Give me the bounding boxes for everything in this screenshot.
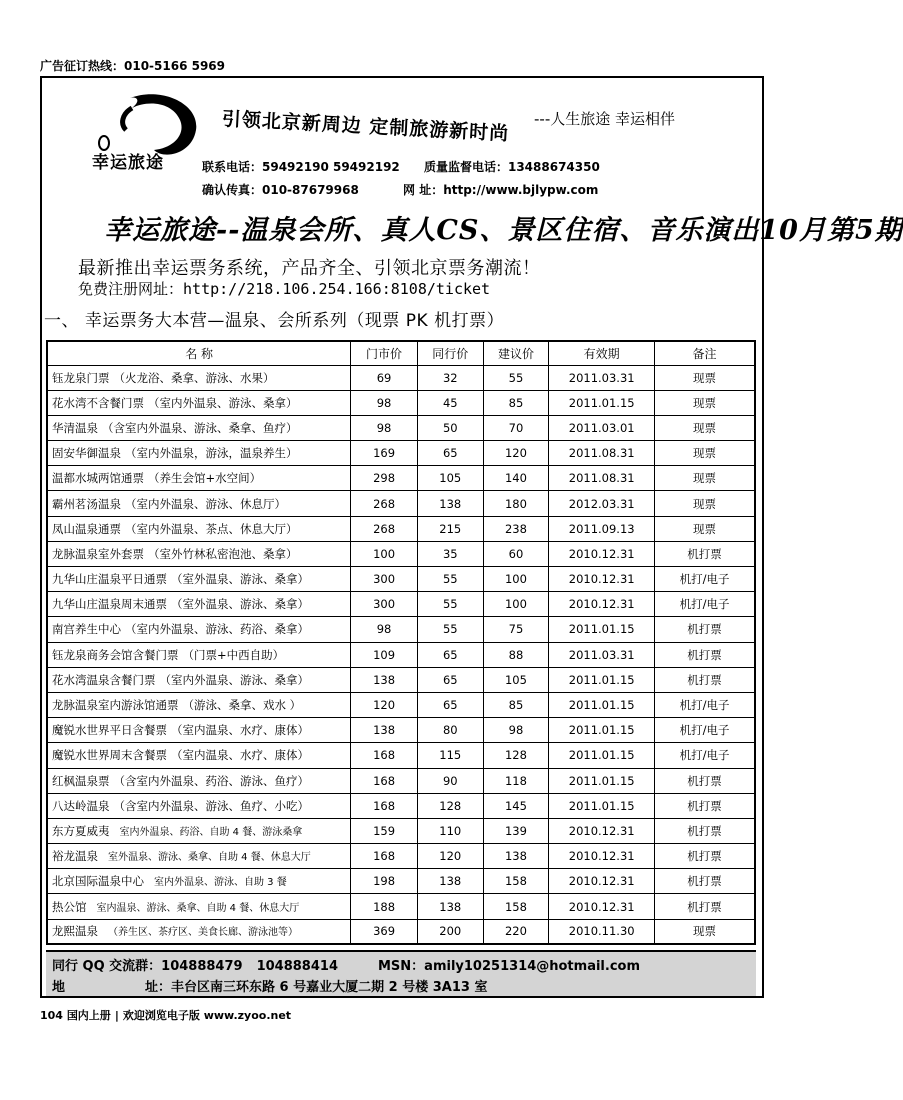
suggested-price: 139 xyxy=(483,818,549,843)
ticket-name-cell xyxy=(47,692,351,717)
address-text: 址：丰台区南三环东路 6 号嘉业大厦二期 2 号楼 3A13 室 xyxy=(145,980,488,995)
table-row xyxy=(47,894,755,919)
ticket-name: 九华山庄温泉周末通票 xyxy=(52,597,167,612)
banner-title: 幸运旅途--温泉会所、真人CS、景区住宿、音乐演出10月第5期 xyxy=(104,215,903,246)
gate-price: 159 xyxy=(351,818,418,843)
ticket-name-cell xyxy=(47,718,351,743)
suggested-price: 55 xyxy=(483,365,549,390)
ticket-name: 九华山庄温泉平日通票 xyxy=(52,572,167,587)
gate-price: 98 xyxy=(351,617,418,642)
ticket-note: 现票 xyxy=(655,516,755,541)
ticket-description: （室内外温泉，游泳，温泉养生） xyxy=(125,446,298,461)
table-row xyxy=(47,869,755,894)
register-url[interactable]: http://218.106.254.166:8108/ticket xyxy=(183,280,491,298)
register-label: 免费注册网址： xyxy=(78,280,184,298)
gate-price: 369 xyxy=(351,919,418,944)
qq-label: 同行 QQ 交流群： xyxy=(52,959,162,974)
ticket-description: （含室内外温泉、药浴、游泳、鱼疗） xyxy=(113,773,309,788)
suggested-price: 220 xyxy=(483,919,549,944)
ticket-name: 凤山温泉通票 xyxy=(52,521,121,536)
peer-price: 65 xyxy=(417,642,483,667)
ticket-name-cell xyxy=(47,516,351,541)
peer-price: 138 xyxy=(417,894,483,919)
ticket-name-cell xyxy=(47,617,351,642)
page-footer-url[interactable]: www.zyoo.net xyxy=(203,1009,292,1022)
table-row xyxy=(47,541,755,566)
ticket-name-cell xyxy=(47,365,351,390)
ticket-name: 花水湾不含餐门票 xyxy=(52,395,144,410)
suggested-price: 85 xyxy=(483,390,549,415)
contact-line-phones xyxy=(202,158,600,175)
ticket-name: 红枫温泉票 xyxy=(52,773,110,788)
suggested-price: 128 xyxy=(483,743,549,768)
page-number: 104 xyxy=(40,1009,63,1022)
peer-price: 138 xyxy=(417,491,483,516)
contact-line-fax-web xyxy=(202,181,598,198)
suggested-price: 98 xyxy=(483,718,549,743)
valid-until: 2011.01.15 xyxy=(549,617,655,642)
ticket-note: 机打票 xyxy=(655,541,755,566)
gate-price: 109 xyxy=(351,642,418,667)
ticket-description: （室内外温泉、游泳、休息厅） xyxy=(125,496,286,511)
suggested-price: 105 xyxy=(483,667,549,692)
table-row xyxy=(47,667,755,692)
ticket-note: 机打/电子 xyxy=(655,718,755,743)
suggested-price: 180 xyxy=(483,491,549,516)
ticket-description: （室内温泉、水疗、康体） xyxy=(171,723,309,738)
header-note: 备注 xyxy=(655,341,755,365)
msn-contact: MSN：amily10251314@hotmail.com xyxy=(378,959,640,974)
website-link[interactable]: 网 址：http://www.bjlypw.com xyxy=(403,183,599,197)
ticket-name: 北京国际温泉中心 xyxy=(52,874,144,889)
ticket-description: （室外竹林私密泡池、桑拿） xyxy=(148,546,298,561)
gate-price: 168 xyxy=(351,793,418,818)
ticket-name-cell xyxy=(47,592,351,617)
ticket-name-cell xyxy=(47,567,351,592)
ticket-description: 室内外温泉、药浴、自助 4 餐、游泳桑拿 xyxy=(119,826,303,838)
peer-price: 215 xyxy=(417,516,483,541)
ad-frame xyxy=(40,76,903,998)
peer-price: 120 xyxy=(417,844,483,869)
ticket-name: 魔锐水世界平日含餐票 xyxy=(52,723,167,738)
ticket-table xyxy=(46,340,756,945)
valid-until: 2011.08.31 xyxy=(549,466,655,491)
gate-price: 300 xyxy=(351,567,418,592)
ad-hotline: 广告征订热线：010-5166 5969 xyxy=(40,59,226,73)
table-row xyxy=(47,793,755,818)
address-label: 地 xyxy=(52,980,66,995)
suggested-price: 70 xyxy=(483,415,549,440)
valid-until: 2011.08.31 xyxy=(549,441,655,466)
suggested-price: 100 xyxy=(483,592,549,617)
ticket-description: （室内外温泉、茶点、休息大厅） xyxy=(125,521,298,536)
gate-price: 98 xyxy=(351,415,418,440)
suggested-price: 100 xyxy=(483,567,549,592)
register-line xyxy=(78,278,490,299)
valid-until: 2010.12.31 xyxy=(549,869,655,894)
ticket-name: 裕龙温泉 xyxy=(52,849,98,864)
peer-price: 90 xyxy=(417,768,483,793)
peer-price: 105 xyxy=(417,466,483,491)
ticket-name-cell xyxy=(47,642,351,667)
ticket-note: 现票 xyxy=(655,491,755,516)
peer-price: 65 xyxy=(417,667,483,692)
ticket-name: 龙脉温泉室内游泳馆通票 xyxy=(52,698,179,713)
ticket-name-cell xyxy=(47,818,351,843)
ticket-note: 现票 xyxy=(655,365,755,390)
valid-until: 2010.12.31 xyxy=(549,567,655,592)
ticket-note: 现票 xyxy=(655,415,755,440)
peer-price: 55 xyxy=(417,567,483,592)
ticket-name: 龙脉温泉室外套票 xyxy=(52,546,144,561)
ticket-note: 机打/电子 xyxy=(655,567,755,592)
table-row xyxy=(47,743,755,768)
ticket-name: 八达岭温泉 xyxy=(52,798,110,813)
footer-contact-box xyxy=(46,950,756,996)
table-row xyxy=(47,415,755,440)
ticket-note: 现票 xyxy=(655,390,755,415)
peer-price: 45 xyxy=(417,390,483,415)
peer-price: 35 xyxy=(417,541,483,566)
ticket-name: 钰龙泉门票 xyxy=(52,370,110,385)
section-title: 一、 幸运票务大本营—温泉、会所系列（现票 PK 机打票） xyxy=(44,311,505,331)
valid-until: 2010.12.31 xyxy=(549,844,655,869)
valid-until: 2011.01.15 xyxy=(549,667,655,692)
ticket-name: 龙熙温泉 xyxy=(52,924,98,939)
ticket-description: （游泳、桑拿、戏水 ） xyxy=(182,698,302,713)
table-row xyxy=(47,592,755,617)
slogan-tail: ---人生旅途 幸运相伴 xyxy=(534,110,676,128)
ticket-description: （室内外温泉、游泳、桑拿） xyxy=(148,395,298,410)
gate-price: 298 xyxy=(351,466,418,491)
ticket-name-cell xyxy=(47,919,351,944)
peer-price: 65 xyxy=(417,692,483,717)
ticket-name-cell xyxy=(47,793,351,818)
ticket-name-cell xyxy=(47,415,351,440)
page-tagline: 欢迎浏览电子版 xyxy=(122,1009,200,1022)
suggested-price: 140 xyxy=(483,466,549,491)
ticket-description: （养生会馆+水空间） xyxy=(148,471,262,486)
ticket-name: 钰龙泉商务会馆含餐门票 xyxy=(52,647,179,662)
gate-price: 198 xyxy=(351,869,418,894)
ticket-note: 机打票 xyxy=(655,869,755,894)
ticket-description: （火龙浴、桑拿、游泳、水果） xyxy=(113,370,275,385)
header-valid-until: 有效期 xyxy=(549,341,655,365)
valid-until: 2012.03.31 xyxy=(549,491,655,516)
ticket-name: 热公馆 xyxy=(52,899,87,914)
header-peer-price: 同行价 xyxy=(417,341,483,365)
ticket-note: 现票 xyxy=(655,441,755,466)
gate-price: 268 xyxy=(351,491,418,516)
ticket-note: 机打票 xyxy=(655,844,755,869)
ticket-note: 机打票 xyxy=(655,818,755,843)
ticket-description: 室内外温泉、游泳、自助 3 餐 xyxy=(154,877,287,889)
gate-price: 168 xyxy=(351,743,418,768)
table-row xyxy=(47,390,755,415)
peer-price: 55 xyxy=(417,617,483,642)
valid-until: 2011.01.15 xyxy=(549,768,655,793)
valid-until: 2010.12.31 xyxy=(549,818,655,843)
footer-qq-line xyxy=(52,955,640,974)
ticket-name: 霸州茗汤温泉 xyxy=(52,496,121,511)
valid-until: 2011.09.13 xyxy=(549,516,655,541)
ticket-note: 机打票 xyxy=(655,617,755,642)
ticket-note: 机打/电子 xyxy=(655,743,755,768)
ticket-note: 机打/电子 xyxy=(655,592,755,617)
ticket-name-cell xyxy=(47,894,351,919)
ticket-note: 机打票 xyxy=(655,793,755,818)
valid-until: 2010.12.31 xyxy=(549,541,655,566)
suggested-price: 75 xyxy=(483,617,549,642)
table-row xyxy=(47,718,755,743)
peer-price: 80 xyxy=(417,718,483,743)
table-row xyxy=(47,516,755,541)
page-footer xyxy=(40,1007,291,1023)
gate-price: 268 xyxy=(351,516,418,541)
ticket-note: 机打票 xyxy=(655,768,755,793)
ticket-description: （室内外温泉、游泳、桑拿） xyxy=(159,672,309,687)
ticket-name: 花水湾温泉含餐门票 xyxy=(52,672,156,687)
logo-text: 幸运旅途 xyxy=(92,153,164,173)
table-row xyxy=(47,919,755,944)
header-suggested-price: 建议价 xyxy=(483,341,549,365)
suggested-price: 158 xyxy=(483,869,549,894)
valid-until: 2011.01.15 xyxy=(549,718,655,743)
peer-price: 200 xyxy=(417,919,483,944)
ticket-name-cell xyxy=(47,667,351,692)
ticket-description: （室外温泉、游泳、桑拿） xyxy=(171,572,309,587)
ticket-description: （含室内外温泉、游泳、鱼疗、小吃） xyxy=(113,798,309,813)
peer-price: 32 xyxy=(417,365,483,390)
promo-text: 最新推出幸运票务系统，产品齐全、引领北京票务潮流！ xyxy=(78,258,541,279)
table-row xyxy=(47,567,755,592)
gate-price: 69 xyxy=(351,365,418,390)
valid-until: 2010.12.31 xyxy=(549,592,655,617)
peer-price: 65 xyxy=(417,441,483,466)
table-row xyxy=(47,365,755,390)
ticket-name-cell xyxy=(47,869,351,894)
contact-phone: 联系电话：59492190 59492192 xyxy=(202,160,400,174)
suggested-price: 120 xyxy=(483,441,549,466)
gate-price: 168 xyxy=(351,844,418,869)
suggested-price: 238 xyxy=(483,516,549,541)
header-gate-price: 门市价 xyxy=(351,341,418,365)
gate-price: 138 xyxy=(351,718,418,743)
page-footer-divider: | xyxy=(114,1009,119,1022)
table-row xyxy=(47,768,755,793)
table-row xyxy=(47,491,755,516)
ticket-description: （室外温泉、游泳、桑拿） xyxy=(171,597,309,612)
ticket-name: 魔锐水世界周末含餐票 xyxy=(52,748,167,763)
ticket-note: 现票 xyxy=(655,466,755,491)
valid-until: 2011.03.01 xyxy=(549,415,655,440)
ticket-name-cell xyxy=(47,441,351,466)
ticket-name-cell xyxy=(47,390,351,415)
ticket-description: （养生区、茶疗区、美食长廊、游泳池等） xyxy=(108,927,298,939)
ticket-rows xyxy=(47,365,755,944)
suggested-price: 60 xyxy=(483,541,549,566)
ticket-name: 华清温泉 xyxy=(52,420,98,435)
header-name: 名 称 xyxy=(47,341,351,365)
table-row xyxy=(47,642,755,667)
valid-until: 2011.03.31 xyxy=(549,642,655,667)
suggested-price: 85 xyxy=(483,692,549,717)
ticket-name: 南宫养生中心 xyxy=(52,622,121,637)
ticket-name: 东方夏威夷 xyxy=(52,823,110,838)
ticket-description: 室内温泉、游泳、桑拿、自助 4 餐、休息大厅 xyxy=(96,902,300,914)
ticket-note: 机打票 xyxy=(655,642,755,667)
gate-price: 100 xyxy=(351,541,418,566)
ticket-description: （门票+中西自助） xyxy=(182,647,285,662)
ticket-name-cell xyxy=(47,844,351,869)
suggested-price: 158 xyxy=(483,894,549,919)
ticket-note: 机打票 xyxy=(655,894,755,919)
ticket-note: 机打票 xyxy=(655,667,755,692)
valid-until: 2010.12.31 xyxy=(549,894,655,919)
peer-price: 138 xyxy=(417,869,483,894)
gate-price: 300 xyxy=(351,592,418,617)
gate-price: 188 xyxy=(351,894,418,919)
valid-until: 2011.01.15 xyxy=(549,743,655,768)
footer-address-line xyxy=(52,976,487,995)
peer-price: 115 xyxy=(417,743,483,768)
suggested-price: 88 xyxy=(483,642,549,667)
table-row xyxy=(47,466,755,491)
table-row xyxy=(47,441,755,466)
suggested-price: 118 xyxy=(483,768,549,793)
peer-price: 128 xyxy=(417,793,483,818)
suggested-price: 138 xyxy=(483,844,549,869)
ticket-name-cell xyxy=(47,541,351,566)
ticket-description: （含室内外温泉、游泳、桑拿、鱼疗） xyxy=(102,420,298,435)
ticket-name: 温都水城两馆通票 xyxy=(52,471,144,486)
gate-price: 120 xyxy=(351,692,418,717)
ticket-name-cell xyxy=(47,491,351,516)
ticket-description: （室内外温泉、游泳、药浴、桑拿） xyxy=(125,622,309,637)
qq-group-2: 104888414 xyxy=(256,959,338,974)
ticket-name-cell xyxy=(47,743,351,768)
valid-until: 2011.01.15 xyxy=(549,793,655,818)
fax-number: 确认传真：010-87679968 xyxy=(202,183,359,197)
peer-price: 110 xyxy=(417,818,483,843)
ticket-name: 固安华御温泉 xyxy=(52,446,121,461)
page-section: 国内上册 xyxy=(66,1009,111,1022)
peer-price: 55 xyxy=(417,592,483,617)
ticket-description: （室内温泉、水疗、康体） xyxy=(171,748,309,763)
valid-until: 2011.01.15 xyxy=(549,692,655,717)
valid-until: 2010.11.30 xyxy=(549,919,655,944)
valid-until: 2011.01.15 xyxy=(549,390,655,415)
gate-price: 138 xyxy=(351,667,418,692)
table-row xyxy=(47,844,755,869)
quality-phone: 质量监督电话：13488674350 xyxy=(423,160,600,174)
ticket-name-cell xyxy=(47,768,351,793)
ticket-note: 现票 xyxy=(655,919,755,944)
qq-group-1: 104888479 xyxy=(161,959,243,974)
ticket-description: 室外温泉、游泳、桑拿、自助 4 餐、休息大厅 xyxy=(108,852,311,864)
table-header-row xyxy=(47,341,755,365)
peer-price: 50 xyxy=(417,415,483,440)
slogan: 引领北京新周边 定制旅游新时尚 xyxy=(221,108,510,146)
gate-price: 168 xyxy=(351,768,418,793)
table-row xyxy=(47,692,755,717)
table-row xyxy=(47,818,755,843)
gate-price: 169 xyxy=(351,441,418,466)
suggested-price: 145 xyxy=(483,793,549,818)
valid-until: 2011.03.31 xyxy=(549,365,655,390)
ticket-note: 机打/电子 xyxy=(655,692,755,717)
gate-price: 98 xyxy=(351,390,418,415)
ticket-name-cell xyxy=(47,466,351,491)
table-row xyxy=(47,617,755,642)
